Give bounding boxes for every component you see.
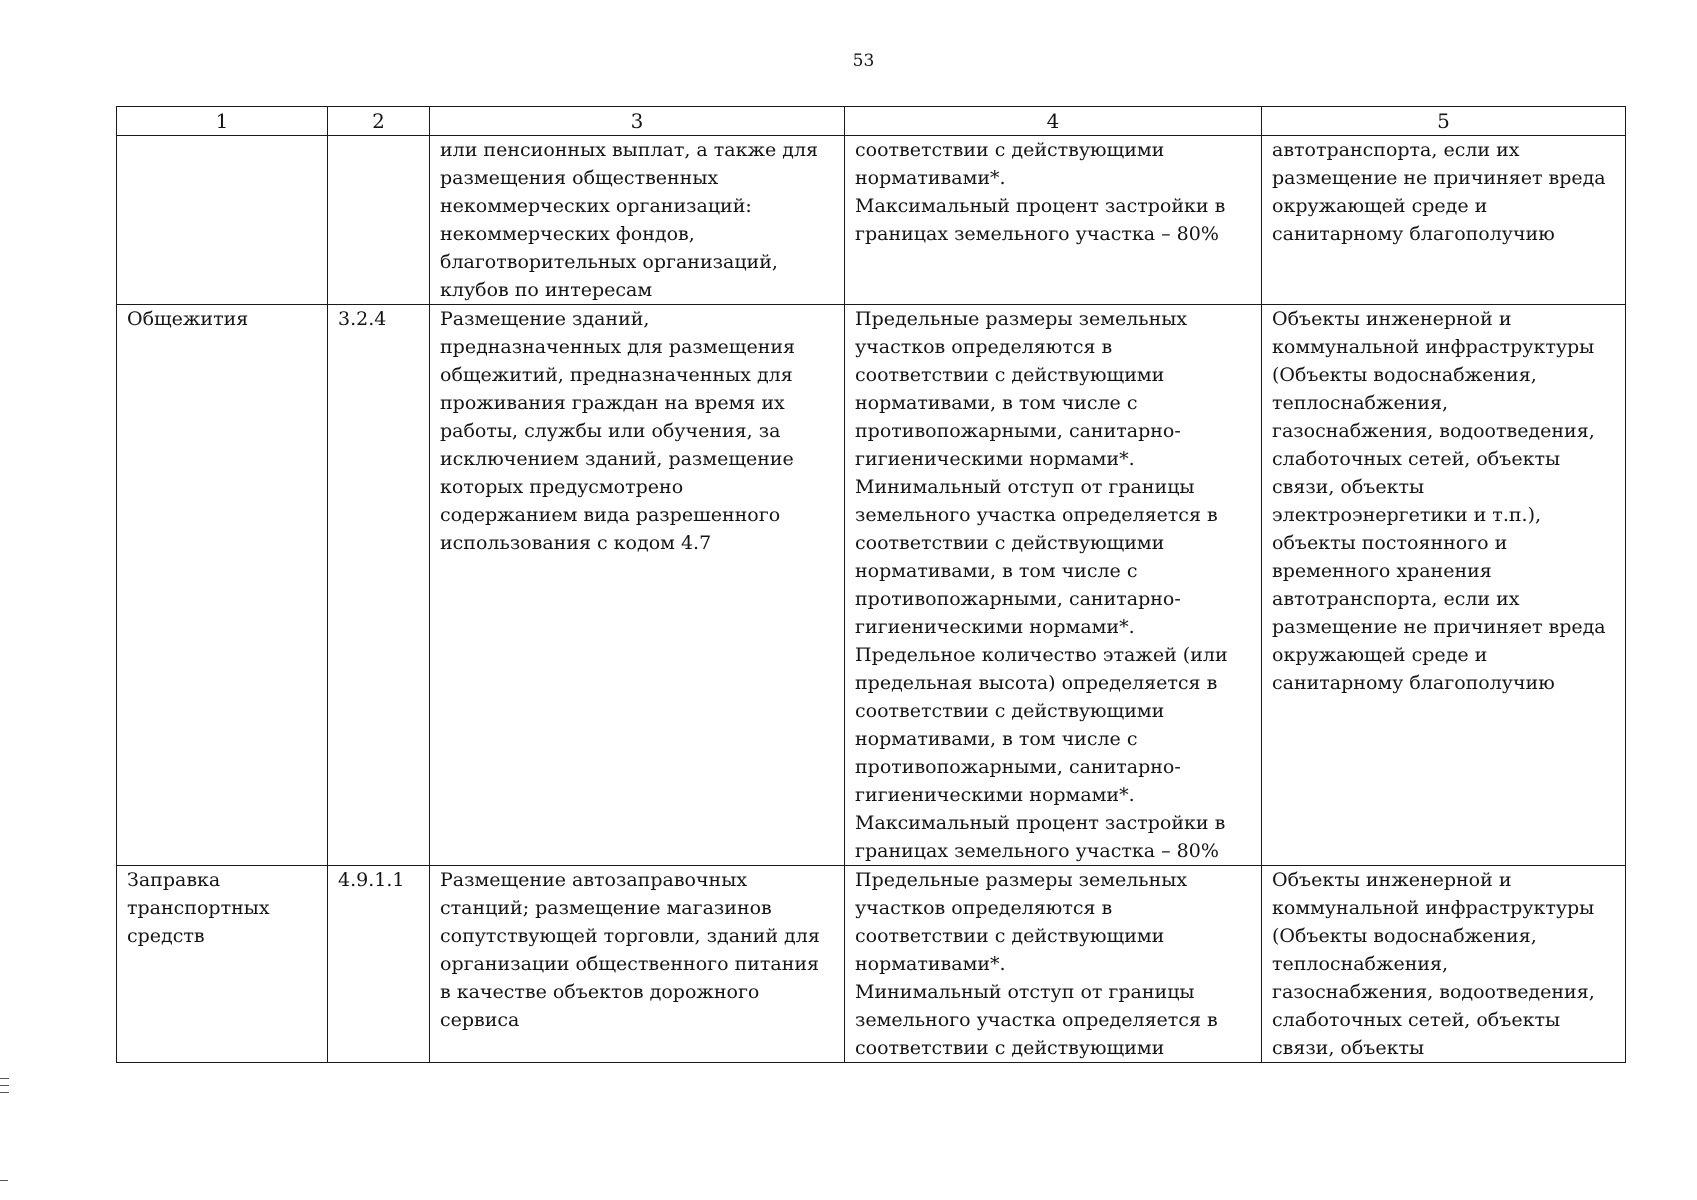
- cell-text-line: размещение не причиняет вреда: [1272, 167, 1606, 189]
- cell-text-line: временного хранения: [1272, 560, 1492, 582]
- cell-text-line: (Объекты водоснабжения,: [1272, 364, 1537, 386]
- cell-text-line: газоснабжения, водоотведения,: [1272, 981, 1595, 1003]
- cell-text-line: которых предусмотрено: [440, 476, 684, 498]
- auxiliary-uses-cell: [1262, 136, 1626, 305]
- table-row: [117, 305, 1626, 866]
- cell-text-line: размещения общественных: [440, 167, 719, 189]
- cell-text-line: санитарному благополучию: [1272, 672, 1555, 694]
- use-code-cell: [328, 866, 430, 1063]
- cell-text-line: коммунальной инфраструктуры: [1272, 897, 1595, 919]
- cell-text-line: некоммерческих организаций:: [440, 195, 752, 217]
- use-code-cell: [328, 305, 430, 866]
- use-name-cell: [117, 136, 328, 305]
- cell-text-line: благотворительных организаций,: [440, 251, 778, 273]
- use-parameters-cell: [845, 136, 1262, 305]
- cell-text-line: Размещение автозаправочных: [440, 869, 748, 891]
- cell-text-line: общежитий, предназначенных для: [440, 364, 793, 386]
- cell-text-line: окружающей среде и: [1272, 644, 1488, 666]
- cell-text-line: использования с кодом 4.7: [440, 532, 712, 554]
- cell-text-line: размещение не причиняет вреда: [1272, 616, 1606, 638]
- cell-text-line: Предельное количество этажей (или: [855, 644, 1228, 666]
- cell-text-line: слаботочных сетей, объекты: [1272, 448, 1561, 470]
- use-parameters-cell: [845, 305, 1262, 866]
- cell-text-line: теплоснабжения,: [1272, 953, 1449, 975]
- cell-text-line: соответствии с действующими: [855, 1037, 1165, 1059]
- table-row: [117, 136, 1626, 305]
- cell-text-line: объекты постоянного и: [1272, 532, 1508, 554]
- cell-text-line: исключением зданий, размещение: [440, 448, 794, 470]
- use-name-cell: [117, 305, 328, 866]
- column-header-1: 1: [117, 107, 328, 136]
- use-description-cell: [430, 136, 845, 305]
- cell-text-line: Предельные размеры земельных: [855, 308, 1188, 330]
- cell-text-line: теплоснабжения,: [1272, 392, 1449, 414]
- scan-edge-marks: [0, 1078, 10, 1108]
- cell-text-line: гигиеническими нормами*.: [855, 616, 1135, 638]
- use-name-cell: [117, 866, 328, 1063]
- cell-text-line: противопожарными, санитарно-: [855, 588, 1181, 610]
- cell-text-line: газоснабжения, водоотведения,: [1272, 420, 1595, 442]
- auxiliary-uses-cell: [1262, 866, 1626, 1063]
- use-description-cell: [430, 866, 845, 1063]
- cell-text-line: нормативами, в том числе с: [855, 392, 1138, 414]
- column-header-3: 3: [430, 107, 845, 136]
- cell-text-line: транспортных: [127, 897, 270, 919]
- use-code-cell: [328, 136, 430, 305]
- cell-text-line: Объекты инженерной и: [1272, 308, 1512, 330]
- cell-text-line: нормативами, в том числе с: [855, 560, 1138, 582]
- cell-text-line: Общежития: [127, 308, 249, 330]
- cell-text-line: соответствии с действующими: [855, 139, 1165, 161]
- cell-text-line: Объекты инженерной и: [1272, 869, 1512, 891]
- cell-text-line: нормативами*.: [855, 953, 1006, 975]
- cell-text-line: слаботочных сетей, объекты: [1272, 1009, 1561, 1031]
- cell-text-line: Минимальный отступ от границы: [855, 476, 1195, 498]
- cell-text: 4.9.1.1: [338, 869, 405, 891]
- cell-text: 3.2.4: [338, 308, 387, 330]
- cell-text-line: соответствии с действующими: [855, 700, 1165, 722]
- cell-text-line: предельная высота) определяется в: [855, 672, 1218, 694]
- cell-text-line: автотранспорта, если их: [1272, 588, 1520, 610]
- cell-text-line: или пенсионных выплат, а также для: [440, 139, 819, 161]
- cell-text-line: связи, объекты: [1272, 476, 1425, 498]
- cell-text-line: организации общественного питания: [440, 953, 820, 975]
- cell-text-line: предназначенных для размещения: [440, 336, 796, 358]
- table-row: [117, 866, 1626, 1063]
- cell-text-line: соответствии с действующими: [855, 925, 1165, 947]
- cell-text-line: земельного участка определяется в: [855, 504, 1218, 526]
- use-description-cell: [430, 305, 845, 866]
- cell-text-line: санитарному благополучию: [1272, 223, 1555, 245]
- cell-text-line: сервиса: [440, 1009, 520, 1031]
- cell-text-line: (Объекты водоснабжения,: [1272, 925, 1537, 947]
- cell-text-line: в качестве объектов дорожного: [440, 981, 760, 1003]
- auxiliary-uses-cell: [1262, 305, 1626, 866]
- use-parameters-cell: [845, 866, 1262, 1063]
- cell-text-line: земельного участка определяется в: [855, 1009, 1218, 1031]
- cell-text-line: нормативами, в том числе с: [855, 728, 1138, 750]
- cell-text-line: Предельные размеры земельных: [855, 869, 1188, 891]
- land-use-table: [116, 106, 1626, 1063]
- cell-text-line: Размещение зданий,: [440, 308, 650, 330]
- cell-text: [338, 136, 423, 164]
- cell-text-line: станций; размещение магазинов: [440, 897, 772, 919]
- cell-text-line: границах земельного участка – 80%: [855, 840, 1219, 862]
- table-header-row: [117, 107, 1626, 136]
- cell-text: [127, 136, 321, 164]
- cell-text-line: нормативами*.: [855, 167, 1006, 189]
- page-number: 53: [852, 51, 875, 71]
- cell-text-line: содержанием вида разрешенного: [440, 504, 781, 526]
- cell-text-line: Минимальный отступ от границы: [855, 981, 1195, 1003]
- cell-text-line: гигиеническими нормами*.: [855, 448, 1135, 470]
- cell-text-line: Максимальный процент застройки в: [855, 195, 1226, 217]
- cell-text-line: сопутствующей торговли, зданий для: [440, 925, 820, 947]
- cell-text-line: некоммерческих фондов,: [440, 223, 695, 245]
- cell-text-line: автотранспорта, если их: [1272, 139, 1520, 161]
- cell-text-line: окружающей среде и: [1272, 195, 1488, 217]
- cell-text-line: границах земельного участка – 80%: [855, 223, 1219, 245]
- column-header-2: 2: [328, 107, 430, 136]
- cell-text-line: гигиеническими нормами*.: [855, 784, 1135, 806]
- cell-text-line: проживания граждан на время их: [440, 392, 785, 414]
- cell-text-line: Заправка: [127, 869, 221, 891]
- cell-text-line: соответствии с действующими: [855, 532, 1165, 554]
- cell-text-line: связи, объекты: [1272, 1037, 1425, 1059]
- column-header-4: 4: [845, 107, 1262, 136]
- cell-text-line: средств: [127, 925, 205, 947]
- cell-text-line: работы, службы или обучения, за: [440, 420, 781, 442]
- cell-text-line: противопожарными, санитарно-: [855, 420, 1181, 442]
- scan-edge-dash: [0, 1180, 8, 1181]
- cell-text-line: клубов по интересам: [440, 279, 653, 301]
- cell-text-line: участков определяются в: [855, 897, 1113, 919]
- cell-text-line: участков определяются в: [855, 336, 1113, 358]
- cell-text-line: Максимальный процент застройки в: [855, 812, 1226, 834]
- cell-text-line: противопожарными, санитарно-: [855, 756, 1181, 778]
- column-header-5: 5: [1262, 107, 1626, 136]
- cell-text-line: коммунальной инфраструктуры: [1272, 336, 1595, 358]
- cell-text-line: соответствии с действующими: [855, 364, 1165, 386]
- cell-text-line: электроэнергетики и т.п.),: [1272, 504, 1542, 526]
